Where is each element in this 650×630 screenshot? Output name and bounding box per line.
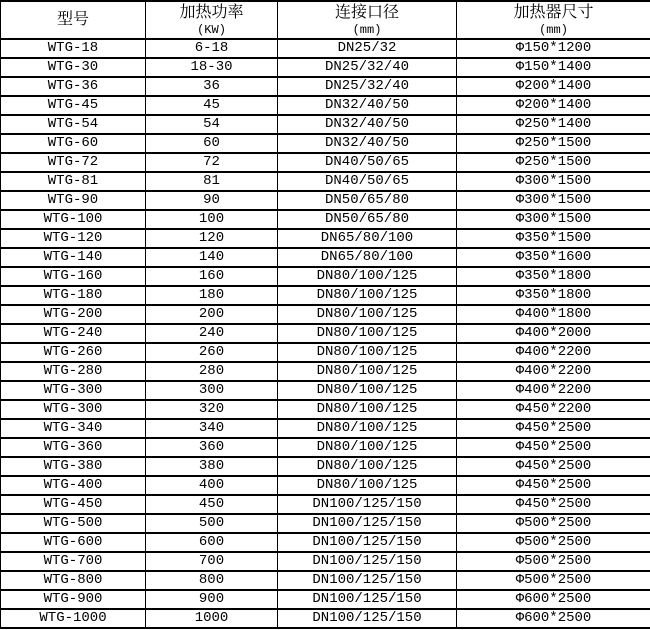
table-row xyxy=(1,248,650,267)
table-row xyxy=(1,153,650,172)
table-cell-model: WTG-180 xyxy=(1,286,146,305)
table-row xyxy=(1,343,650,362)
table-cell-model: WTG-1000 xyxy=(1,609,146,628)
table-cell-size: Φ250*1500 xyxy=(457,153,650,172)
table-row xyxy=(1,419,650,438)
table-cell-diameter: DN80/100/125 xyxy=(278,343,457,362)
table-cell-diameter: DN80/100/125 xyxy=(278,324,457,343)
table-row xyxy=(1,77,650,96)
table-cell-power: 6-18 xyxy=(146,39,278,58)
table-cell-diameter: DN80/100/125 xyxy=(278,305,457,324)
table-cell-size: Φ500*2500 xyxy=(457,533,650,552)
table-cell-size: Φ500*2500 xyxy=(457,571,650,590)
table-row xyxy=(1,400,650,419)
table-cell-diameter: DN80/100/125 xyxy=(278,381,457,400)
table-cell-model: WTG-700 xyxy=(1,552,146,571)
table-cell-size: Φ300*1500 xyxy=(457,191,650,210)
table-cell-diameter: DN80/100/125 xyxy=(278,267,457,286)
table-row xyxy=(1,267,650,286)
table-cell-model: WTG-280 xyxy=(1,362,146,381)
table-cell-size: Φ450*2500 xyxy=(457,457,650,476)
table-cell-power: 700 xyxy=(146,552,278,571)
table-cell-size: Φ450*2500 xyxy=(457,419,650,438)
table-cell-model: WTG-300 xyxy=(1,400,146,419)
table-row xyxy=(1,191,650,210)
table-cell-power: 60 xyxy=(146,134,278,153)
table-cell-model: WTG-30 xyxy=(1,58,146,77)
table-cell-power: 180 xyxy=(146,286,278,305)
table-cell-power: 18-30 xyxy=(146,58,278,77)
table-row xyxy=(1,362,650,381)
table-cell-size: Φ300*1500 xyxy=(457,172,650,191)
table-cell-model: WTG-380 xyxy=(1,457,146,476)
table-cell-size: Φ250*1500 xyxy=(457,134,650,153)
table-cell-size: Φ450*2500 xyxy=(457,495,650,514)
col-header-size-unit: (mm) xyxy=(539,22,568,37)
table-cell-diameter: DN80/100/125 xyxy=(278,419,457,438)
table-cell-diameter: DN100/125/150 xyxy=(278,609,457,628)
col-header-size-label: 加热器尺寸 xyxy=(513,3,594,22)
table-cell-power: 450 xyxy=(146,495,278,514)
table-row xyxy=(1,115,650,134)
table-cell-size: Φ450*2500 xyxy=(457,438,650,457)
table-cell-power: 81 xyxy=(146,172,278,191)
table-cell-diameter: DN80/100/125 xyxy=(278,362,457,381)
table-cell-diameter: DN80/100/125 xyxy=(278,476,457,495)
table-cell-diameter: DN25/32/40 xyxy=(278,77,457,96)
table-cell-size: Φ400*2200 xyxy=(457,381,650,400)
table-cell-diameter: DN65/80/100 xyxy=(278,229,457,248)
table-cell-power: 120 xyxy=(146,229,278,248)
col-header-size xyxy=(457,1,650,39)
table-cell-diameter: DN25/32 xyxy=(278,39,457,58)
table-cell-power: 280 xyxy=(146,362,278,381)
table-cell-size: Φ350*1800 xyxy=(457,286,650,305)
table-cell-size: Φ200*1400 xyxy=(457,96,650,115)
table-cell-size: Φ350*1500 xyxy=(457,229,650,248)
table-row xyxy=(1,381,650,400)
table-cell-diameter: DN32/40/50 xyxy=(278,96,457,115)
table-cell-diameter: DN40/50/65 xyxy=(278,172,457,191)
table-cell-model: WTG-800 xyxy=(1,571,146,590)
table-cell-power: 380 xyxy=(146,457,278,476)
table-cell-model: WTG-45 xyxy=(1,96,146,115)
table-cell-power: 160 xyxy=(146,267,278,286)
table-cell-size: Φ200*1400 xyxy=(457,77,650,96)
table-cell-diameter: DN100/125/150 xyxy=(278,514,457,533)
header-row xyxy=(1,1,650,39)
table-cell-power: 600 xyxy=(146,533,278,552)
table-cell-power: 900 xyxy=(146,590,278,609)
table-cell-diameter: DN100/125/150 xyxy=(278,590,457,609)
table-cell-size: Φ450*2500 xyxy=(457,476,650,495)
table-cell-model: WTG-450 xyxy=(1,495,146,514)
table-cell-power: 72 xyxy=(146,153,278,172)
table-row xyxy=(1,39,650,58)
table-cell-size: Φ250*1400 xyxy=(457,115,650,134)
table-cell-diameter: DN100/125/150 xyxy=(278,495,457,514)
table-cell-diameter: DN80/100/125 xyxy=(278,438,457,457)
table-cell-model: WTG-100 xyxy=(1,210,146,229)
table-cell-power: 300 xyxy=(146,381,278,400)
col-header-model-label: 型号 xyxy=(56,10,89,29)
table-cell-power: 100 xyxy=(146,210,278,229)
table-row xyxy=(1,514,650,533)
table-cell-power: 400 xyxy=(146,476,278,495)
table-row xyxy=(1,590,650,609)
table-cell-size: Φ400*2000 xyxy=(457,324,650,343)
table-cell-power: 320 xyxy=(146,400,278,419)
table-cell-diameter: DN65/80/100 xyxy=(278,248,457,267)
table-row xyxy=(1,533,650,552)
table-cell-power: 54 xyxy=(146,115,278,134)
table-cell-power: 90 xyxy=(146,191,278,210)
table-cell-model: WTG-36 xyxy=(1,77,146,96)
col-header-diameter-label: 连接口径 xyxy=(334,3,399,22)
table-cell-diameter: DN32/40/50 xyxy=(278,134,457,153)
table-cell-power: 800 xyxy=(146,571,278,590)
table-cell-power: 45 xyxy=(146,96,278,115)
table-cell-power: 360 xyxy=(146,438,278,457)
table-cell-size: Φ500*2500 xyxy=(457,514,650,533)
table-cell-model: WTG-18 xyxy=(1,39,146,58)
table-cell-power: 36 xyxy=(146,77,278,96)
table-cell-model: WTG-360 xyxy=(1,438,146,457)
table-cell-model: WTG-54 xyxy=(1,115,146,134)
table-cell-model: WTG-72 xyxy=(1,153,146,172)
table-cell-model: WTG-200 xyxy=(1,305,146,324)
table-row xyxy=(1,172,650,191)
table-cell-model: WTG-120 xyxy=(1,229,146,248)
table-cell-model: WTG-340 xyxy=(1,419,146,438)
table-cell-model: WTG-81 xyxy=(1,172,146,191)
table-cell-diameter: DN100/125/150 xyxy=(278,571,457,590)
table-cell-diameter: DN50/65/80 xyxy=(278,191,457,210)
table-cell-diameter: DN50/65/80 xyxy=(278,210,457,229)
table-cell-size: Φ450*2200 xyxy=(457,400,650,419)
table-cell-model: WTG-60 xyxy=(1,134,146,153)
table-cell-size: Φ150*1200 xyxy=(457,39,650,58)
table-row xyxy=(1,476,650,495)
table-row xyxy=(1,96,650,115)
table-row xyxy=(1,324,650,343)
table-cell-diameter: DN100/125/150 xyxy=(278,533,457,552)
table-cell-power: 260 xyxy=(146,343,278,362)
table-cell-diameter: DN80/100/125 xyxy=(278,457,457,476)
table-cell-power: 240 xyxy=(146,324,278,343)
table-row xyxy=(1,58,650,77)
table-cell-diameter: DN40/50/65 xyxy=(278,153,457,172)
table-cell-model: WTG-500 xyxy=(1,514,146,533)
table-row xyxy=(1,134,650,153)
table-cell-diameter: DN100/125/150 xyxy=(278,552,457,571)
table-cell-power: 1000 xyxy=(146,609,278,628)
table-row xyxy=(1,571,650,590)
table-cell-size: Φ150*1400 xyxy=(457,58,650,77)
table-row xyxy=(1,286,650,305)
table-cell-diameter: DN25/32/40 xyxy=(278,58,457,77)
table-cell-model: WTG-300 xyxy=(1,381,146,400)
table-cell-power: 500 xyxy=(146,514,278,533)
table-cell-power: 340 xyxy=(146,419,278,438)
table-cell-size: Φ600*2500 xyxy=(457,590,650,609)
table-body xyxy=(1,39,650,628)
col-header-diameter-unit: (mm) xyxy=(352,22,382,37)
table-cell-model: WTG-240 xyxy=(1,324,146,343)
col-header-diameter xyxy=(278,1,457,39)
table-row xyxy=(1,495,650,514)
table-cell-power: 140 xyxy=(146,248,278,267)
table-cell-diameter: DN32/40/50 xyxy=(278,115,457,134)
table-row xyxy=(1,609,650,628)
table-cell-size: Φ350*1600 xyxy=(457,248,650,267)
table-cell-size: Φ600*2500 xyxy=(457,609,650,628)
table-row xyxy=(1,438,650,457)
table-cell-diameter: DN80/100/125 xyxy=(278,400,457,419)
table-cell-size: Φ500*2500 xyxy=(457,552,650,571)
table-cell-model: WTG-900 xyxy=(1,590,146,609)
table-cell-power: 200 xyxy=(146,305,278,324)
table-row xyxy=(1,305,650,324)
table-cell-model: WTG-400 xyxy=(1,476,146,495)
table-row xyxy=(1,457,650,476)
table-cell-model: WTG-260 xyxy=(1,343,146,362)
table-cell-model: WTG-90 xyxy=(1,191,146,210)
col-header-power-label: 加热功率 xyxy=(179,3,244,22)
table-cell-model: WTG-600 xyxy=(1,533,146,552)
table-cell-size: Φ350*1800 xyxy=(457,267,650,286)
table-cell-size: Φ300*1500 xyxy=(457,210,650,229)
col-header-power xyxy=(146,1,278,39)
col-header-model xyxy=(1,1,146,39)
table-cell-diameter: DN80/100/125 xyxy=(278,286,457,305)
table-cell-model: WTG-140 xyxy=(1,248,146,267)
col-header-power-unit: (KW) xyxy=(197,22,226,37)
table-cell-size: Φ400*2200 xyxy=(457,362,650,381)
table-row xyxy=(1,552,650,571)
table-cell-size: Φ400*2200 xyxy=(457,343,650,362)
table-cell-model: WTG-160 xyxy=(1,267,146,286)
table-row xyxy=(1,229,650,248)
table-row xyxy=(1,210,650,229)
table-cell-size: Φ400*1800 xyxy=(457,305,650,324)
